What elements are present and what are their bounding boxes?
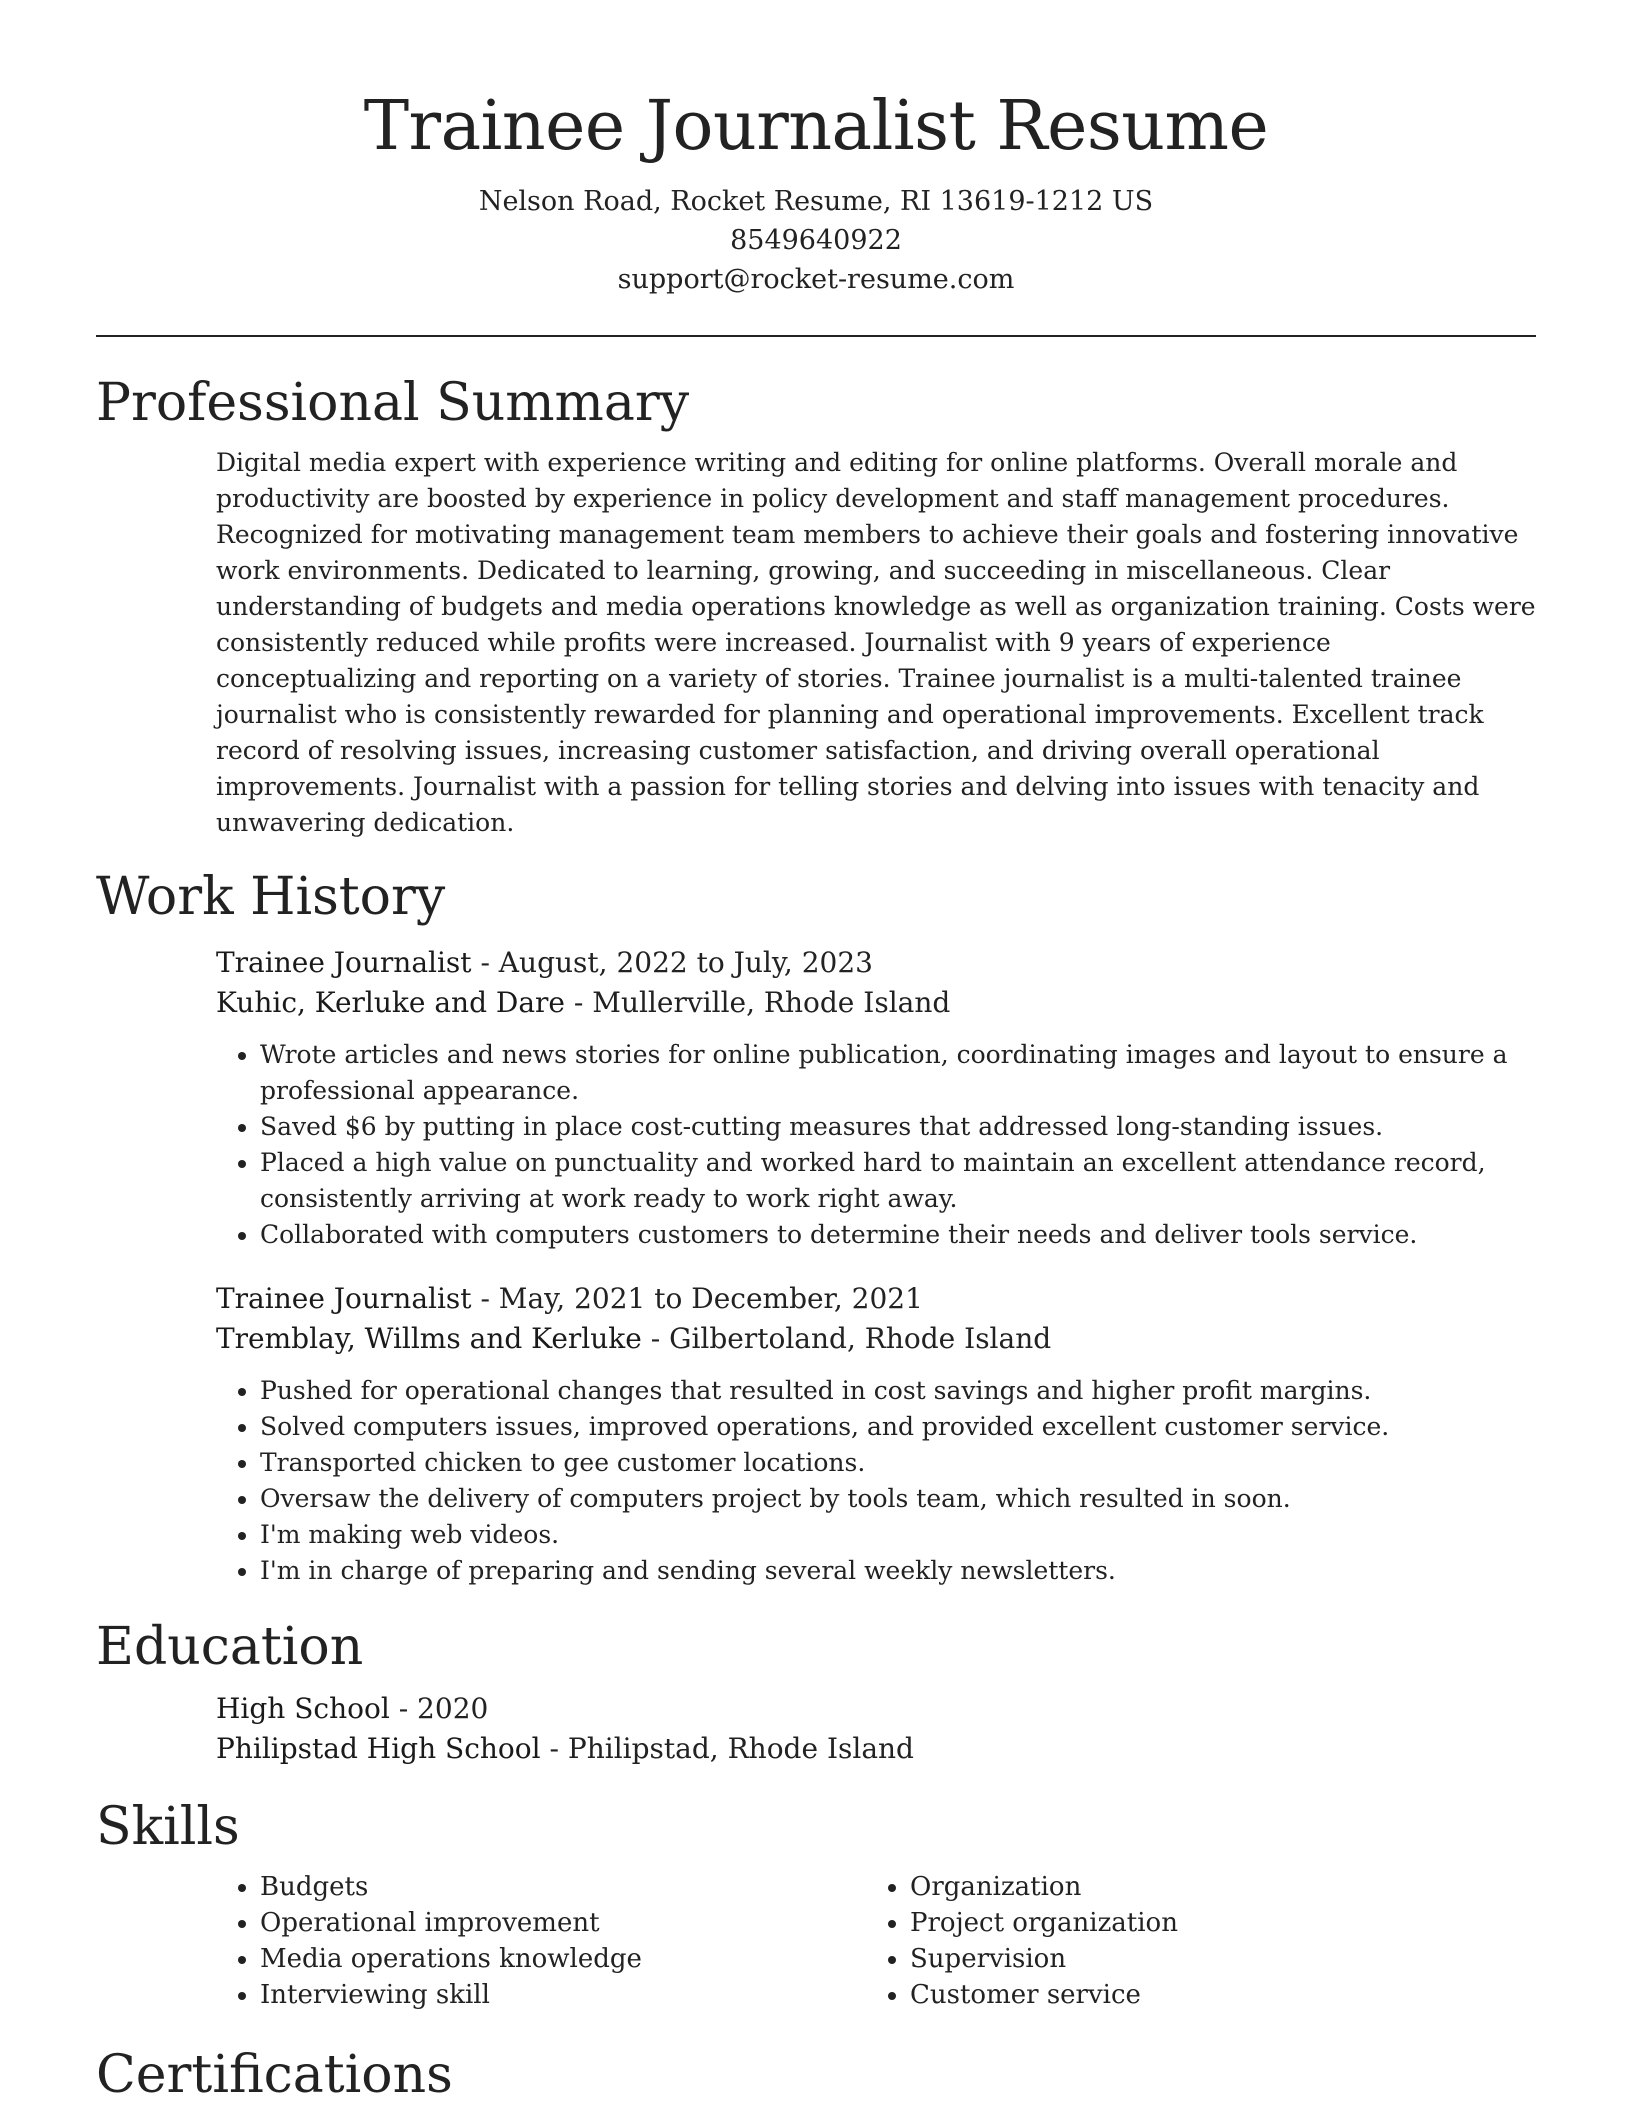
education-location: - Philipstad, Rhode Island — [540, 1732, 914, 1765]
skills-body — [216, 1869, 1536, 2013]
education-heading: Education — [96, 1617, 364, 1677]
job-entry — [216, 943, 1536, 1253]
work-history-heading: Work History — [96, 867, 446, 927]
job-title: Trainee Journalist — [216, 946, 472, 979]
resume-page — [96, 0, 1536, 2107]
skills-heading: Skills — [96, 1797, 240, 1857]
summary-heading: Professional Summary — [96, 373, 690, 433]
contact-address: Nelson Road, Rocket Resume, RI 13619-1212 US — [478, 186, 1154, 217]
list-item: • Saved $6 by putting in place cost-cutting measures that addressed long-standing issues. — [260, 1109, 1536, 1145]
skills-list-right — [866, 1869, 1516, 2013]
job-entry — [216, 1279, 1536, 1589]
job-org-line — [216, 1319, 1536, 1359]
certifications-heading: Certifications — [96, 2045, 453, 2105]
education-year: - 2020 — [389, 1692, 489, 1725]
education-school: Philipstad High School — [216, 1732, 541, 1765]
education-degree: High School — [216, 1692, 390, 1725]
contact-phone: 8549640922 — [730, 225, 902, 256]
skills-column-left — [216, 1869, 866, 2013]
job-location: - Gilbertoland, Rhode Island — [641, 1322, 1052, 1355]
list-item: • Pushed for operational changes that resulted in cost savings and higher profit margins. — [260, 1373, 1536, 1409]
job-title: Trainee Journalist — [216, 1282, 472, 1315]
summary-body — [216, 445, 1536, 841]
list-item: • I'm making web videos. — [260, 1517, 1536, 1553]
job-title-line — [216, 1279, 1536, 1319]
contact-email: support@rocket-resume.com — [617, 264, 1015, 295]
skill-item: • Interviewing skill — [260, 1977, 866, 2013]
list-item: • Collaborated with computers customers to determine their needs and deliver tools service. — [260, 1217, 1536, 1253]
education-section — [96, 1615, 1536, 1769]
skills-list-left — [216, 1869, 866, 2013]
education-body — [216, 1689, 1536, 1769]
contact-info — [96, 182, 1536, 299]
list-item: • Wrote articles and news stories for online publication, coordinating images and layout to ensure a professional appearance. — [260, 1037, 1536, 1109]
list-item: • Solved computers issues, improved operations, and provided excellent customer service. — [260, 1409, 1536, 1445]
job-dates: - August, 2022 to July, 2023 — [471, 946, 873, 979]
job-bullets — [216, 1037, 1536, 1253]
work-history-body — [216, 943, 1536, 1589]
list-item: • Transported chicken to gee customer locations. — [260, 1445, 1536, 1481]
job-dates: - May, 2021 to December, 2021 — [471, 1282, 923, 1315]
skill-item: • Project organization — [910, 1905, 1516, 1941]
summary-section — [96, 371, 1536, 841]
skill-item: • Media operations knowledge — [260, 1941, 866, 1977]
job-title-line — [216, 943, 1536, 983]
list-item: • I'm in charge of preparing and sending several weekly newsletters. — [260, 1553, 1536, 1589]
job-bullets — [216, 1373, 1536, 1589]
header-divider — [96, 335, 1536, 337]
skill-item: • Budgets — [260, 1869, 866, 1905]
resume-header — [96, 0, 1536, 299]
skills-section — [96, 1795, 1536, 2013]
job-org-line — [216, 983, 1536, 1023]
work-history-section — [96, 865, 1536, 1589]
skill-item: • Operational improvement — [260, 1905, 866, 1941]
skills-column-right — [866, 1869, 1516, 2013]
list-item: • Placed a high value on punctuality and worked hard to maintain an excellent attendance record, consistently arriving at work ready to work right away. — [260, 1145, 1536, 1217]
list-item: • Oversaw the delivery of computers project by tools team, which resulted in soon. — [260, 1481, 1536, 1517]
education-school-line — [216, 1729, 1536, 1769]
education-degree-line — [216, 1689, 1536, 1729]
page-title: Trainee Journalist Resume — [363, 87, 1269, 166]
job-company: Kuhic, Kerluke and Dare — [216, 986, 566, 1019]
job-company: Tremblay, Willms and Kerluke — [216, 1322, 642, 1355]
skill-item: • Organization — [910, 1869, 1516, 1905]
skill-item: • Customer service — [910, 1977, 1516, 2013]
certifications-section — [96, 2043, 1536, 2107]
skill-item: • Supervision — [910, 1941, 1516, 1977]
summary-text: Digital media expert with experience writing and editing for online platforms. Overall morale and productivity are boosted by experience in policy development and staff management procedures. Recognized for motivating management team members to achieve their goals and fostering innovative work environments. Dedicated to learning, growing, and succeeding in miscellaneous. Clear understanding of budgets and media operations knowledge as well as organization training. Costs were consistently reduced while profits were increased. Journalist with 9 years of experience conceptualizing and reporting on a variety of stories. Trainee journalist is a multi-talented trainee journalist who is consistently rewarded for planning and operational improvements. Excellent track record of resolving issues, increasing customer satisfaction, and driving overall operational improvements. Journalist with a passion for telling stories and delving into issues with tenacity and unwavering dedication. — [216, 448, 1536, 837]
job-location: - Mullerville, Rhode Island — [565, 986, 951, 1019]
